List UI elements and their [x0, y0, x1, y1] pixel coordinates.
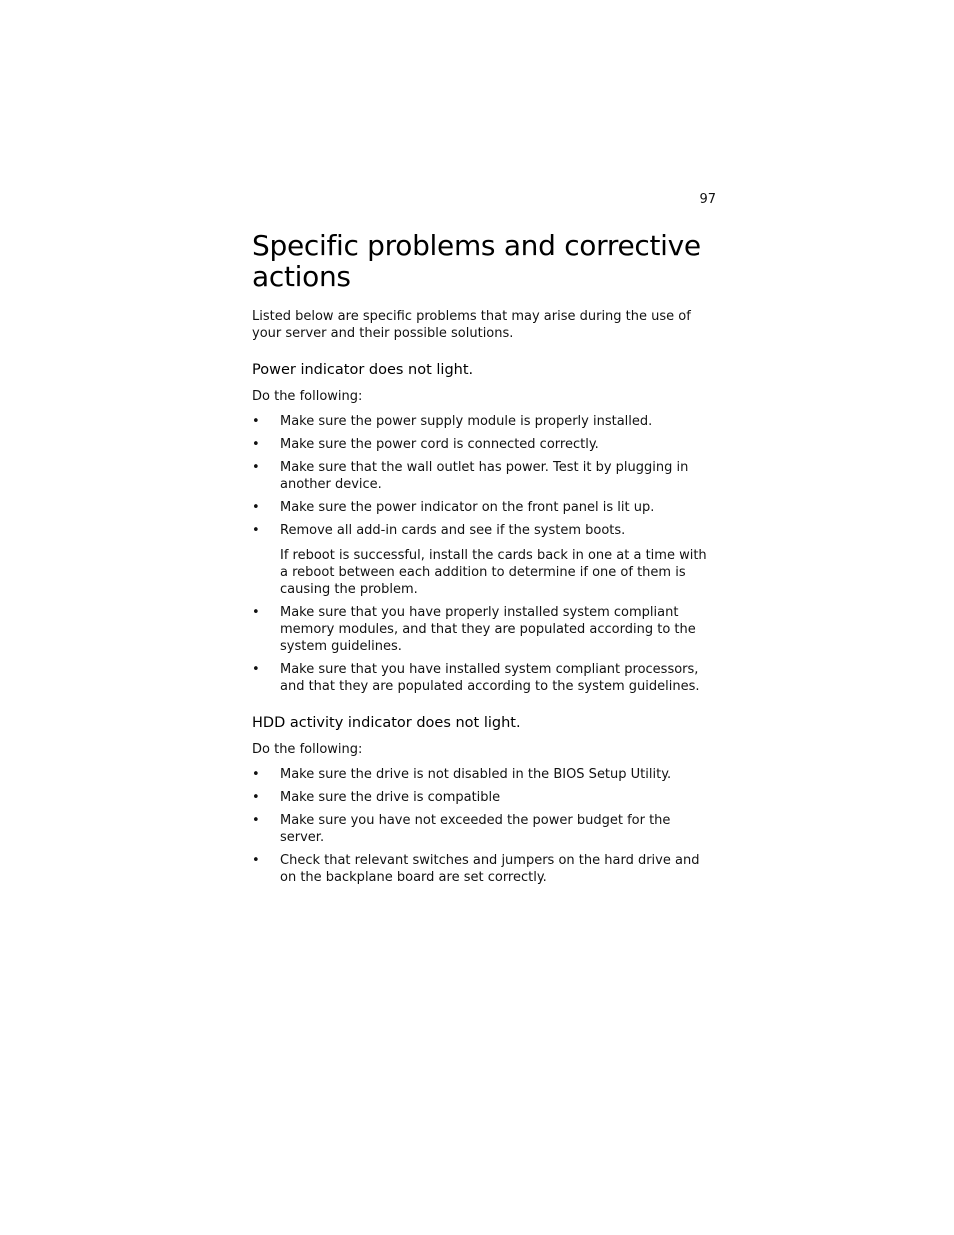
section-heading: HDD activity indicator does not light.: [252, 715, 521, 731]
bullet-icon: •: [252, 767, 260, 782]
list-item-text: Make sure the drive is compatible: [280, 790, 501, 805]
list-item-text: Check that relevant switches and jumpers on the hard drive and on the backplane board are set correctly.: [280, 853, 700, 885]
list-item-text: Make sure you have not exceeded the power budget for the server.: [280, 813, 671, 845]
bullet-icon: •: [252, 605, 260, 620]
page-content: [252, 230, 716, 886]
bullet-icon: •: [252, 414, 260, 429]
bullet-icon: •: [252, 500, 260, 515]
list-item-text: Make sure the power indicator on the front panel is lit up.: [280, 500, 655, 515]
bullet-icon: •: [252, 813, 260, 828]
bullet-icon: •: [252, 523, 260, 538]
list-item: [252, 522, 716, 598]
section-lead: Do the following:: [252, 389, 363, 404]
list-item: [252, 661, 716, 695]
section-lead: Do the following:: [252, 742, 363, 757]
page-number: 97: [699, 192, 716, 207]
list-item: [252, 436, 716, 453]
list-item-text: Make sure that the wall outlet has power. Test it by plugging in another device.: [280, 460, 689, 492]
list-item: [252, 812, 716, 846]
list-item: [252, 789, 716, 806]
list-item-text: Make sure the power cord is connected correctly.: [280, 437, 599, 452]
bullet-icon: •: [252, 790, 260, 805]
intro-paragraph: Listed below are specific problems that may arise during the use of your server and their possible solutions.: [252, 309, 691, 341]
list-item: [252, 499, 716, 516]
list-item: [252, 604, 716, 655]
list-item: [252, 766, 716, 783]
list-item: [252, 459, 716, 493]
page-title: Specific problems and corrective actions: [252, 229, 701, 293]
list-item-note: If reboot is successful, install the cards back in one at a time with a reboot between each addition to determine if one of them is causing the problem.: [280, 548, 707, 597]
bullet-icon: •: [252, 662, 260, 677]
list-item-text: Make sure the power supply module is properly installed.: [280, 414, 653, 429]
bullet-list: [252, 766, 716, 886]
bullet-icon: •: [252, 853, 260, 868]
list-item-text: Remove all add-in cards and see if the system boots.: [280, 523, 626, 538]
bullet-list: [252, 413, 716, 695]
bullet-icon: •: [252, 460, 260, 475]
list-item: [252, 852, 716, 886]
list-item-text: Make sure the drive is not disabled in the BIOS Setup Utility.: [280, 767, 672, 782]
list-item-text: Make sure that you have installed system compliant processors, and that they are populated according to the system guidelines.: [280, 662, 700, 694]
bullet-icon: •: [252, 437, 260, 452]
section-power-indicator: [252, 360, 716, 695]
list-item: [252, 413, 716, 430]
list-item-text: Make sure that you have properly installed system compliant memory modules, and that they are populated according to the system guidelines.: [280, 605, 696, 654]
section-heading: Power indicator does not light.: [252, 362, 474, 378]
section-hdd-indicator: [252, 713, 716, 886]
